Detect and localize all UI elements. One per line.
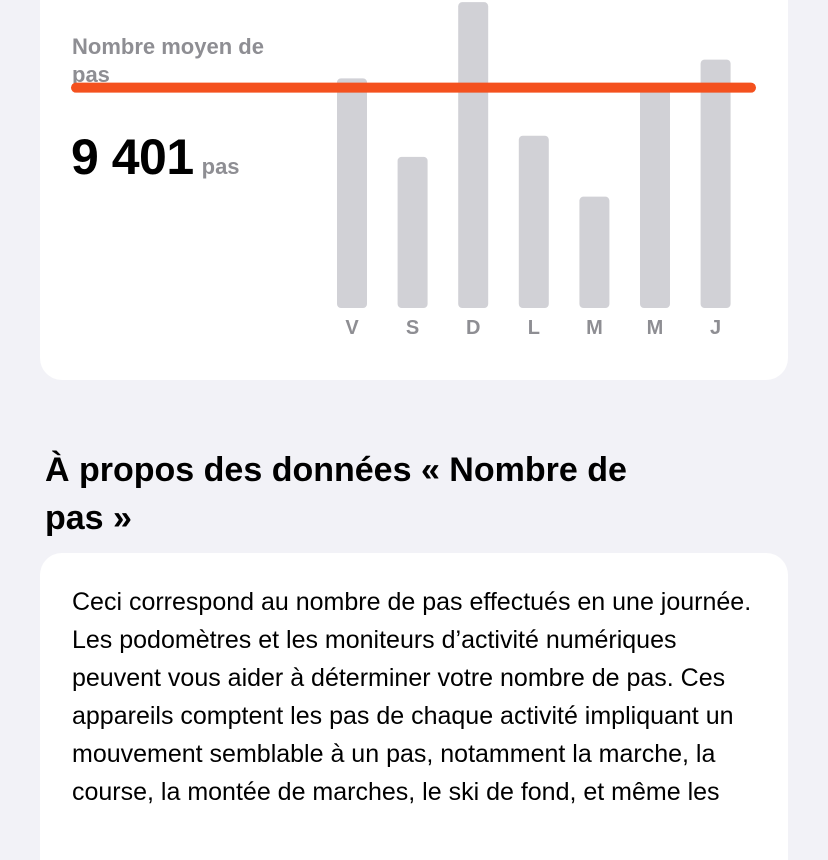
day-label-1: S [405,317,420,339]
day-label-5: M [646,317,664,339]
bar-5[interactable] [640,87,670,308]
steps-chart-card[interactable] [40,0,788,380]
average-steps-label: Nombre moyen de pas [72,34,264,87]
average-steps-unit: pas [201,154,240,179]
average-steps-number: 9 401 [71,129,194,185]
about-description: Ceci correspond au nombre de pas effectués en une journée. Les podomètres et les moniteurs d’activité numériques peuvent vous aider à déterminer votre nombre de pas. Ces appareils comptent les pas de chaque activité impliquant un mouvement semblable à un pas, notamment la marche, la course, la montée de marches, le ski de fond, et même les [72,588,752,806]
day-label-2: D [465,317,481,339]
day-label-3: L [527,317,540,339]
bar-1[interactable] [398,157,428,308]
day-label-0: V [345,317,359,339]
bar-3[interactable] [519,136,549,308]
bar-0[interactable] [337,78,367,308]
day-label-4: M [586,317,603,339]
bar-2[interactable] [458,2,488,308]
about-card [40,553,788,860]
steps-bar-chart[interactable] [40,0,788,380]
bar-6[interactable] [701,60,731,308]
about-section-title: À propos des données « Nombre de pas » [45,451,627,537]
day-label-6: J [710,317,722,339]
bar-4[interactable] [579,197,609,308]
